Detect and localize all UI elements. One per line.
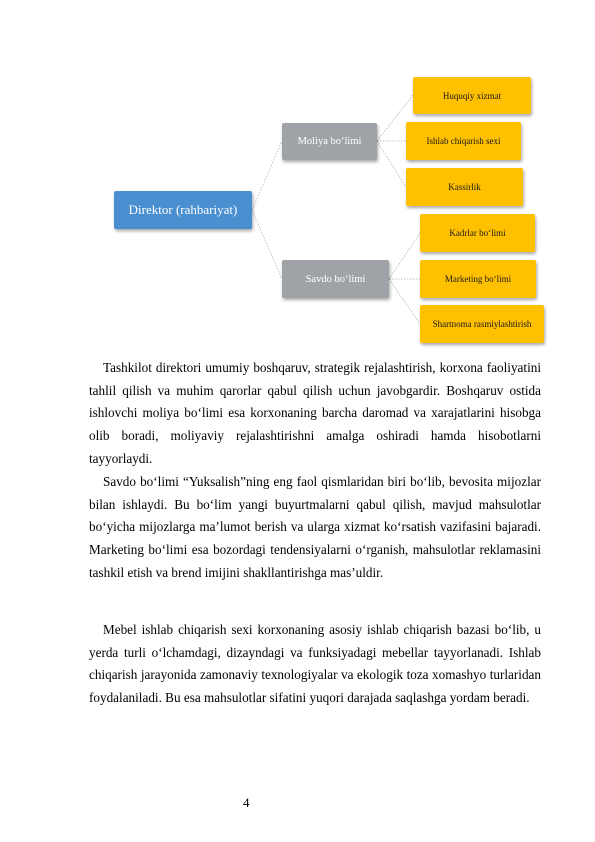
org-leaf-huquqiy-xizmat bbox=[413, 77, 531, 114]
page-number: 4 bbox=[243, 795, 250, 810]
connector-moliya-kassirlik bbox=[377, 141, 406, 187]
paragraph-director-finance: Tashkilot direktori umumiy boshqaruv, strategik rejalashtirish, korxona faoliyatini tahlil qilish va muhim qarorlar qabul qilish uchun javobgardir. Boshqaruv ostida ishlovchi moliya bo‘limi esa korxonaning barcha daromad va xarajatlarini hisobga olib boradi, moliyaviy rejalashtirishni amalga oshiradi hamda hisobotlarni tayyorlaydi. bbox=[89, 360, 541, 466]
connector-savdo-kadrlar bbox=[389, 233, 420, 279]
paragraph-sales-marketing: Savdo bo‘limi “Yuksalish”ning eng faol qismlaridan biri bo‘lib, bevosita mijozlar bilan ishlaydi. Bu bo‘lim yangi buyurtmalarni qabul qilish, mavjud mahsulotlar bo‘yicha mijozlarga ma’lumot berish va ularga xizmat ko‘rsatish vazifasini bajaradi. Marketing bo‘limi esa bozordagi tendensiyalarni o‘rganish, mahsulotlar reklamasini tashkil etish va brend imijini shakllantirishga mas’uldir. bbox=[89, 474, 541, 580]
org-branch-label: Moliya bo‘limi bbox=[297, 136, 362, 147]
org-leaf-marketing-bolimi bbox=[420, 260, 536, 298]
org-leaf-label: Shartnoma rasmiylashtirish bbox=[432, 319, 532, 329]
org-branch-moliya bbox=[282, 123, 377, 160]
org-leaf-kadrlar-bolimi bbox=[420, 214, 535, 252]
org-branch-savdo bbox=[282, 260, 389, 298]
org-leaf-label: Kassirlik bbox=[448, 182, 481, 192]
org-leaf-label: Marketing bo‘limi bbox=[444, 274, 512, 284]
org-root-label: Direktor (rahbariyat) bbox=[128, 202, 238, 217]
connector-root-moliya bbox=[252, 141, 282, 210]
org-leaf-kassirlik bbox=[406, 168, 523, 206]
org-leaf-label: Ishlab chiqarish sexi bbox=[426, 136, 501, 146]
org-leaf-label: Huquqiy xizmat bbox=[442, 90, 502, 101]
connector-savdo-shartnoma bbox=[389, 279, 420, 324]
org-root-director bbox=[114, 191, 252, 229]
org-leaf-ishlab-chiqarish-sexi bbox=[406, 122, 521, 160]
org-leaf-label: Kadrlar bo‘limi bbox=[449, 228, 506, 238]
connector-root-savdo bbox=[252, 210, 282, 279]
org-leaf-shartnoma-rasmiylashtirish bbox=[420, 305, 544, 343]
org-branch-label: Savdo bo‘limi bbox=[305, 273, 366, 285]
paragraph-production: Mebel ishlab chiqarish sexi korxonaning asosiy ishlab chiqarish bazasi bo‘lib, u yerda turli o‘lchamdagi, dizayndagi va funksiyadagi mebellar tayyorlanadi. Ishlab chiqarish jarayonida zamonaviy texnologiyalar va ekologik toza xomashyo turlaridan foydalaniladi. Bu esa mahsulotlar sifatini yuqori darajada saqlashga yordam beradi. bbox=[89, 622, 541, 706]
